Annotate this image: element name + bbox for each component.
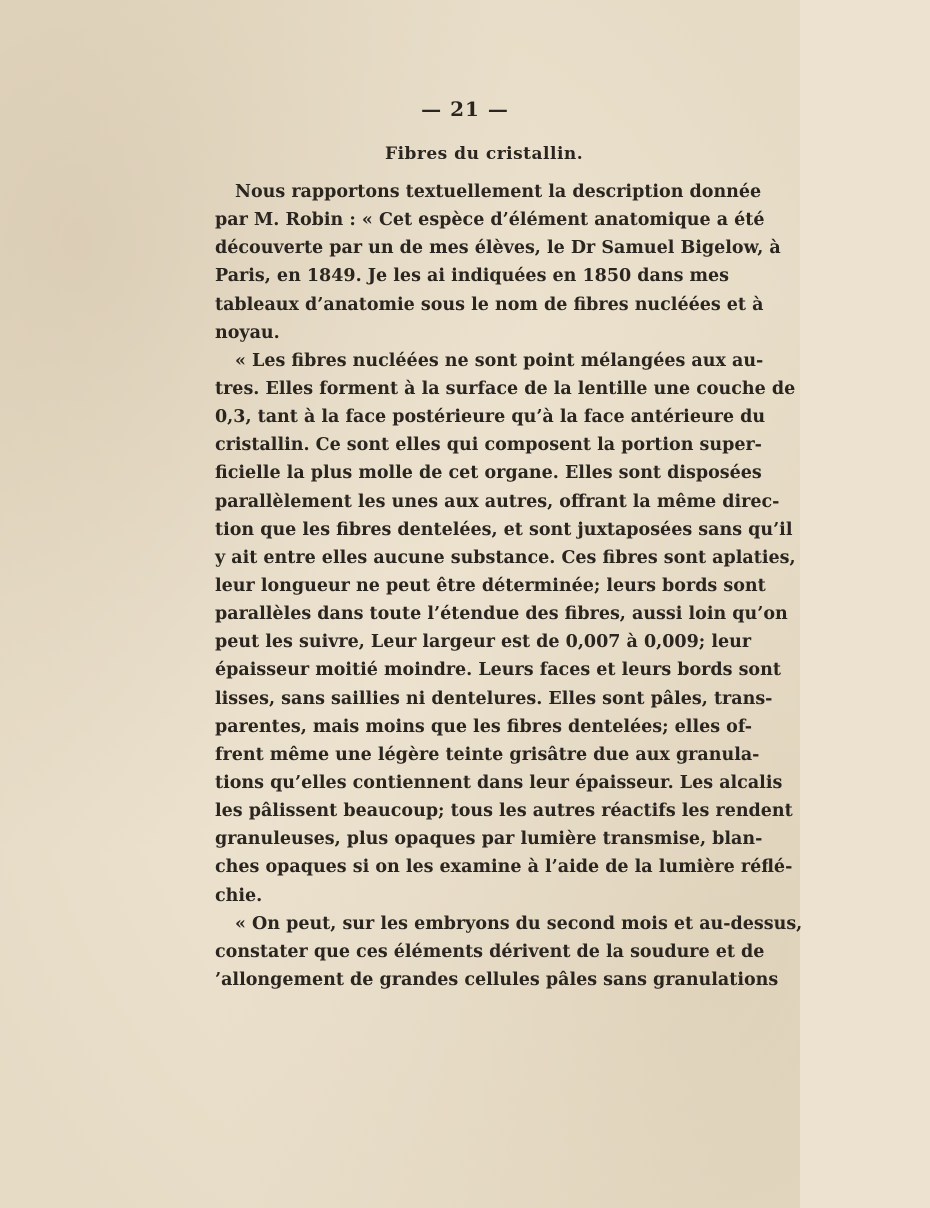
text-line: cristallin. Ce sont elles qui composent la portion super- — [215, 435, 762, 456]
text-line: frent même une légère teinte grisâtre due aux granula- — [215, 744, 760, 765]
text-line: découverte par un de mes élèves, le Dr Samuel Bigelow, à — [215, 238, 781, 259]
text-line: chie. — [215, 885, 263, 906]
text-line: ficielle la plus molle de cet organe. Elles sont disposées — [215, 463, 762, 484]
body-text — [215, 178, 803, 994]
page-number: — 21 — — [421, 97, 509, 121]
text-line: peut les suivre, Leur largeur est de 0,007 à 0,009; leur — [215, 632, 752, 653]
section-title: Fibres du cristallin. — [385, 144, 584, 164]
text-line: y ait entre elles aucune substance. Ces fibres sont aplaties, — [215, 547, 796, 568]
text-line: ’allongement de grandes cellules pâles sans granulations — [215, 969, 779, 990]
text-line: 0,3, tant à la face postérieure qu’à la face antérieure du — [215, 407, 766, 428]
text-line: lisses, sans saillies ni dentelures. Elles sont pâles, trans- — [215, 688, 773, 709]
text-line: les pâlissent beaucoup; tous les autres réactifs les rendent — [215, 801, 793, 822]
text-line: tres. Elles forment à la surface de la lentille une couche de — [215, 378, 796, 399]
text-line: noyau. — [215, 322, 280, 343]
text-line: leur longueur ne peut être déterminée; leurs bords sont — [215, 575, 766, 596]
text-line: parentes, mais moins que les fibres dentelées; elles of- — [215, 716, 753, 737]
text-line: parallèlement les unes aux autres, offrant la même direc- — [215, 491, 780, 512]
text-line: par M. Robin : « Cet espèce d’élément anatomique a été — [215, 210, 765, 231]
text-line: constater que ces éléments dérivent de la soudure et de — [215, 941, 765, 962]
text-line: tions qu’elles contiennent dans leur épaisseur. Les alcalis — [215, 772, 783, 793]
text-line: granuleuses, plus opaques par lumière transmise, blan- — [215, 829, 763, 850]
text-line: Nous rapportons textuellement la description donnée — [235, 182, 762, 202]
text-line: « Les fibres nucléées ne sont point mélangées aux au- — [235, 350, 764, 371]
text-line: Paris, en 1849. Je les ai indiquées en 1850 dans mes — [215, 266, 730, 287]
text-line: tion que les fibres dentelées, et sont juxtaposées sans qu’il — [215, 519, 793, 540]
text-line: épaisseur moitié moindre. Leurs faces et leurs bords sont — [215, 660, 781, 681]
text-line: parallèles dans toute l’étendue des fibres, aussi loin qu’on — [215, 604, 788, 625]
text-line: ches opaques si on les examine à l’aide de la lumière réflé- — [215, 857, 793, 878]
text-line: tableaux d’anatomie sous le nom de fibres nucléées et à — [215, 294, 764, 315]
text-line: « On peut, sur les embryons du second mois et au-dessus, — [235, 913, 803, 934]
